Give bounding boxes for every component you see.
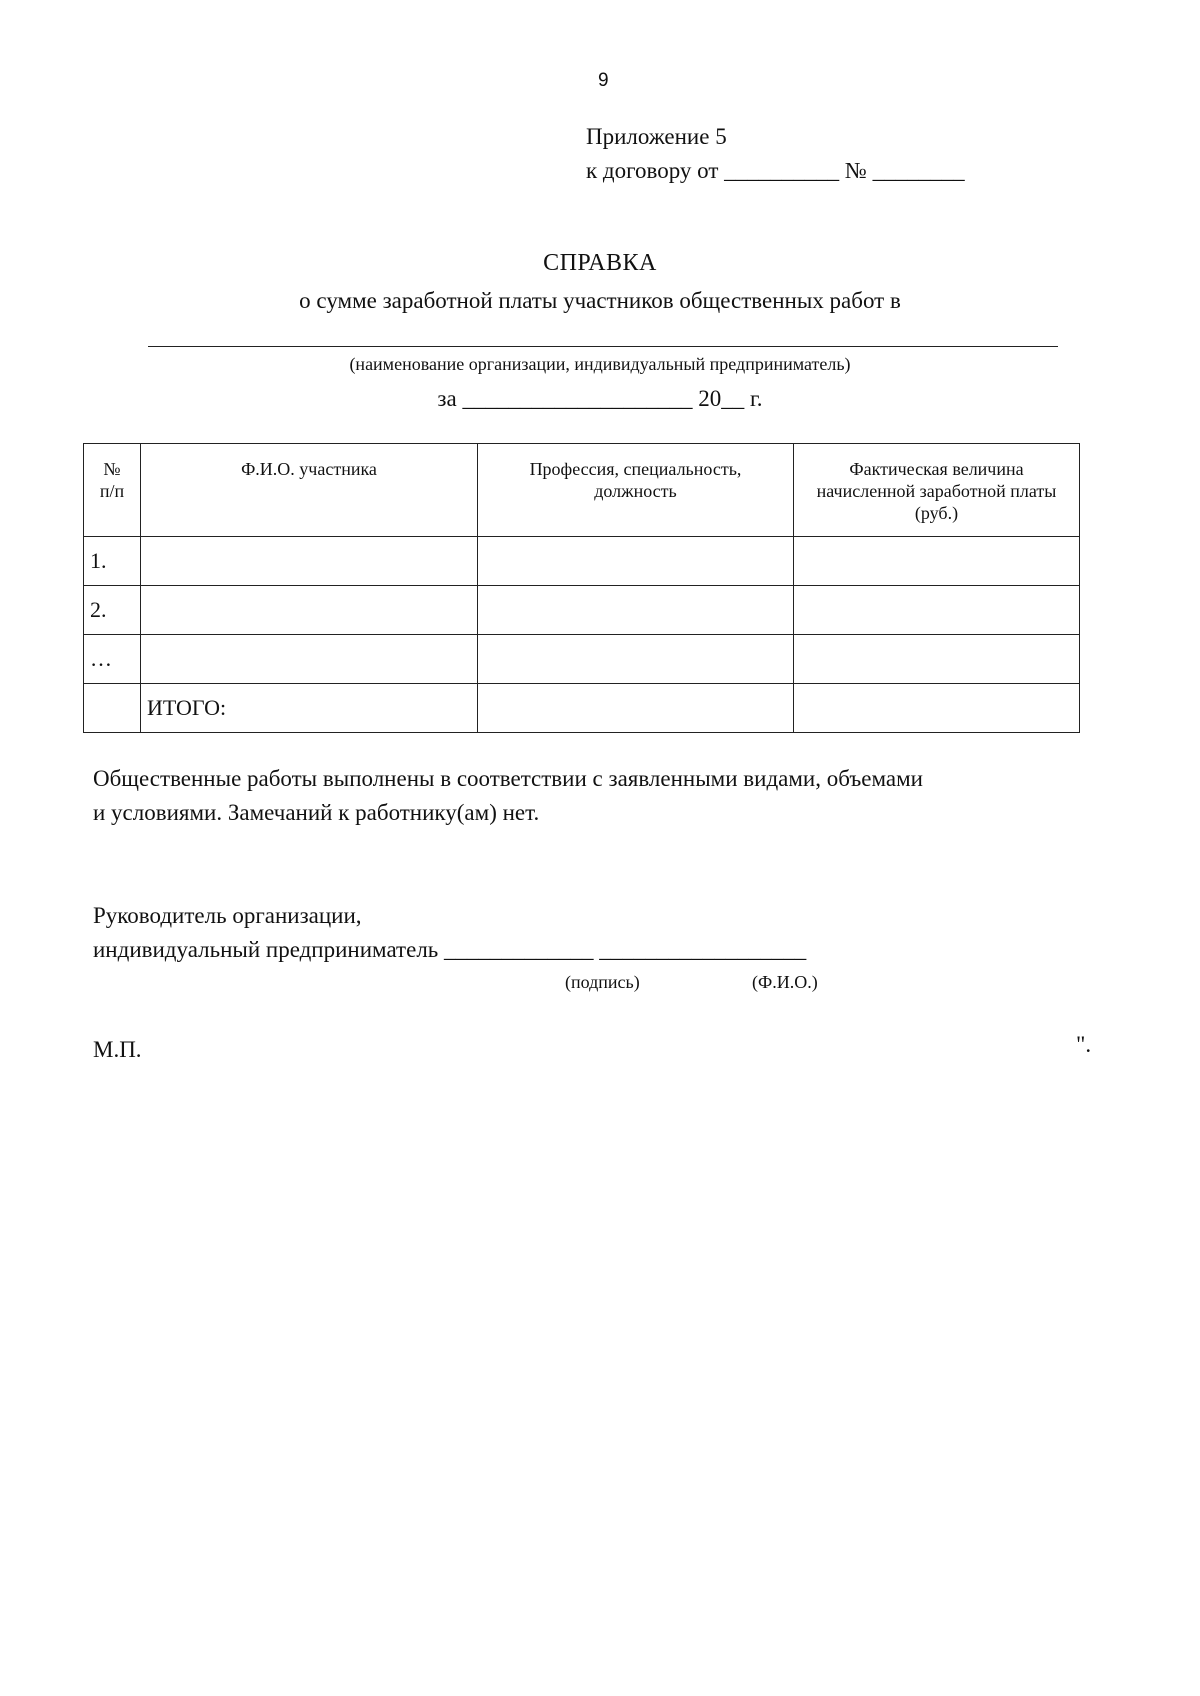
- total-row: [84, 684, 1080, 733]
- table-row: [84, 635, 1080, 684]
- salary-cell: [794, 635, 1080, 684]
- row-number-cell: …: [84, 635, 141, 684]
- header-profession-label: Профессия, специальность, должность: [529, 459, 742, 501]
- participant-name-cell: [141, 635, 478, 684]
- profession-cell: [478, 586, 794, 635]
- header-number: [84, 444, 141, 537]
- total-number-cell: [84, 684, 141, 733]
- page-number: 9: [598, 70, 609, 91]
- note-line-1: Общественные работы выполнены в соответствии с заявленными видами, объемами: [93, 766, 923, 791]
- stamp-place: М.П.: [93, 1037, 142, 1062]
- fio-caption: (Ф.И.О.): [752, 972, 818, 992]
- header-participant-name: [141, 444, 478, 537]
- salary-table: [83, 443, 1080, 733]
- header-salary: [794, 444, 1080, 537]
- period-line: за ____________________ 20__ г.: [437, 386, 763, 411]
- organization-name-line: [148, 346, 1058, 347]
- header-profession: [478, 444, 794, 537]
- document-title: СПРАВКА: [543, 250, 657, 276]
- signatory-title-line-2: индивидуальный предприниматель _____________ __________________: [93, 937, 807, 962]
- total-profession-cell: [478, 684, 794, 733]
- signatory-title-line-1: Руководитель организации,: [93, 903, 362, 928]
- header-participant-name-label: Ф.И.О. участника: [241, 459, 377, 479]
- profession-cell: [478, 537, 794, 586]
- salary-cell: [794, 537, 1080, 586]
- table-row: [84, 537, 1080, 586]
- annex-title: Приложение 5: [586, 124, 727, 149]
- total-label: ИТОГО:: [141, 684, 478, 733]
- header-salary-label: Фактическая величина начисленной заработной платы (руб.): [816, 459, 1057, 523]
- salary-cell: [794, 586, 1080, 635]
- row-number-cell: 1.: [84, 537, 141, 586]
- header-number-label: № п/п: [99, 459, 125, 501]
- total-salary-cell: [794, 684, 1080, 733]
- document-subtitle: о сумме заработной платы участников общественных работ в: [299, 288, 901, 313]
- organization-caption: (наименование организации, индивидуальный предприниматель): [349, 354, 851, 374]
- row-number-cell: 2.: [84, 586, 141, 635]
- annex-contract-line: к договору от __________ № ________: [586, 158, 965, 183]
- table-header-row: [84, 444, 1080, 537]
- closing-quote-mark: ".: [1076, 1032, 1092, 1057]
- participant-name-cell: [141, 537, 478, 586]
- participant-name-cell: [141, 586, 478, 635]
- note-line-2: и условиями. Замечаний к работнику(ам) нет.: [93, 800, 540, 825]
- table-row: [84, 586, 1080, 635]
- signature-caption: (подпись): [565, 972, 640, 992]
- profession-cell: [478, 635, 794, 684]
